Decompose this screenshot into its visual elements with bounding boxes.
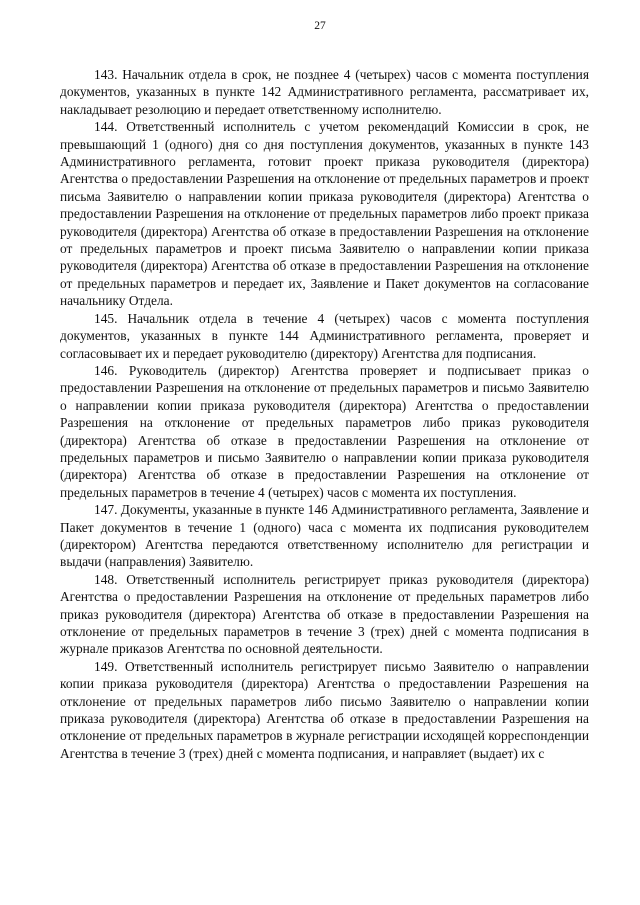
paragraph-149: 149. Ответственный исполнитель регистрирует письмо Заявителю о направлении копии приказа руководителя (директора) Агентства о предоставлении Разрешения на отклонение от предельных параметров либо письмо Заявителю о направлении копии приказа руководителя (директора) Агентства об отказе в предоставлении Разрешения на отклонение от предельных параметров в журнале регистрации исходящей корреспонденции Агентства в течение 3 (трех) дней с момента подписания, и направляет (выдает) их с (60, 658, 589, 761)
page-number: 27 (314, 20, 326, 32)
paragraph-145: 145. Начальник отдела в течение 4 (четырех) часов с момента поступления документов, указанных в пункте 144 Административного регламента, проверяет и согласовывает их и передает руководителю (директору) Агентства для подписания. (60, 310, 589, 361)
paragraph-144: 144. Ответственный исполнитель с учетом рекомендаций Комиссии в срок, не превышающий 1 (одного) дня со дня поступления документов, указанных в пункте 143 Административного регламента, готовит проект приказа руководителя (директора) Агентства о предоставлении Разрешения на отклонение от предельных параметров и проект письма Заявителю о направлении копии приказа руководителя (директора) Агентства о предоставлении Разрешения на отклонение от предельных параметров либо проект приказа руководителя (директора) Агентства об отказе в предоставлении Разрешения на отклонение от предельных параметров и проект письма Заявителю о направлении копии приказа руководителя (директора) Агентства об отказе в предоставлении Разрешения на отклонение от предельных параметров и передает их, Заявление и Пакет документов на согласование начальнику Отдела. (60, 119, 589, 309)
paragraph-148: 148. Ответственный исполнитель регистрирует приказ руководителя (директора) Агентства о предоставлении Разрешения на отклонение от предельных параметров либо приказ руководителя (директора) Агентства об отказе в предоставлении Разрешения на отклонение от предельных параметров в течение 3 (трех) дней с момента подписания в журнале приказов Агентства по основной деятельности. (60, 571, 589, 657)
document-body (60, 66, 589, 762)
paragraph-146: 146. Руководитель (директор) Агентства проверяет и подписывает приказ о предоставлении Разрешения на отклонение от предельных параметров и письмо Заявителю о направлении копии приказа руководителя (директора) Агентства о предоставлении Разрешения на отклонение от предельных параметров либо приказ руководителя (директора) Агентства об отказе в предоставлении Разрешения на отклонение от предельных параметров и письмо Заявителю о направлении копии приказа руководителя (директора) Агентства об отказе в предоставлении Разрешения на отклонение от предельных параметров в течение 4 (четырех) часов с момента их поступления. (60, 362, 589, 500)
paragraph-143: 143. Начальник отдела в срок, не позднее 4 (четырех) часов с момента поступления документов, указанных в пункте 142 Административного регламента, рассматривает их, накладывает резолюцию и передает ответственному исполнителю. (60, 67, 589, 117)
paragraph-147: 147. Документы, указанные в пункте 146 Административного регламента, Заявление и Пакет документов в течение 1 (одного) часа с момента их подписания руководителем (директором) Агентства передаются ответственному исполнителю для регистрации и выдачи (направления) Заявителю. (60, 502, 589, 570)
